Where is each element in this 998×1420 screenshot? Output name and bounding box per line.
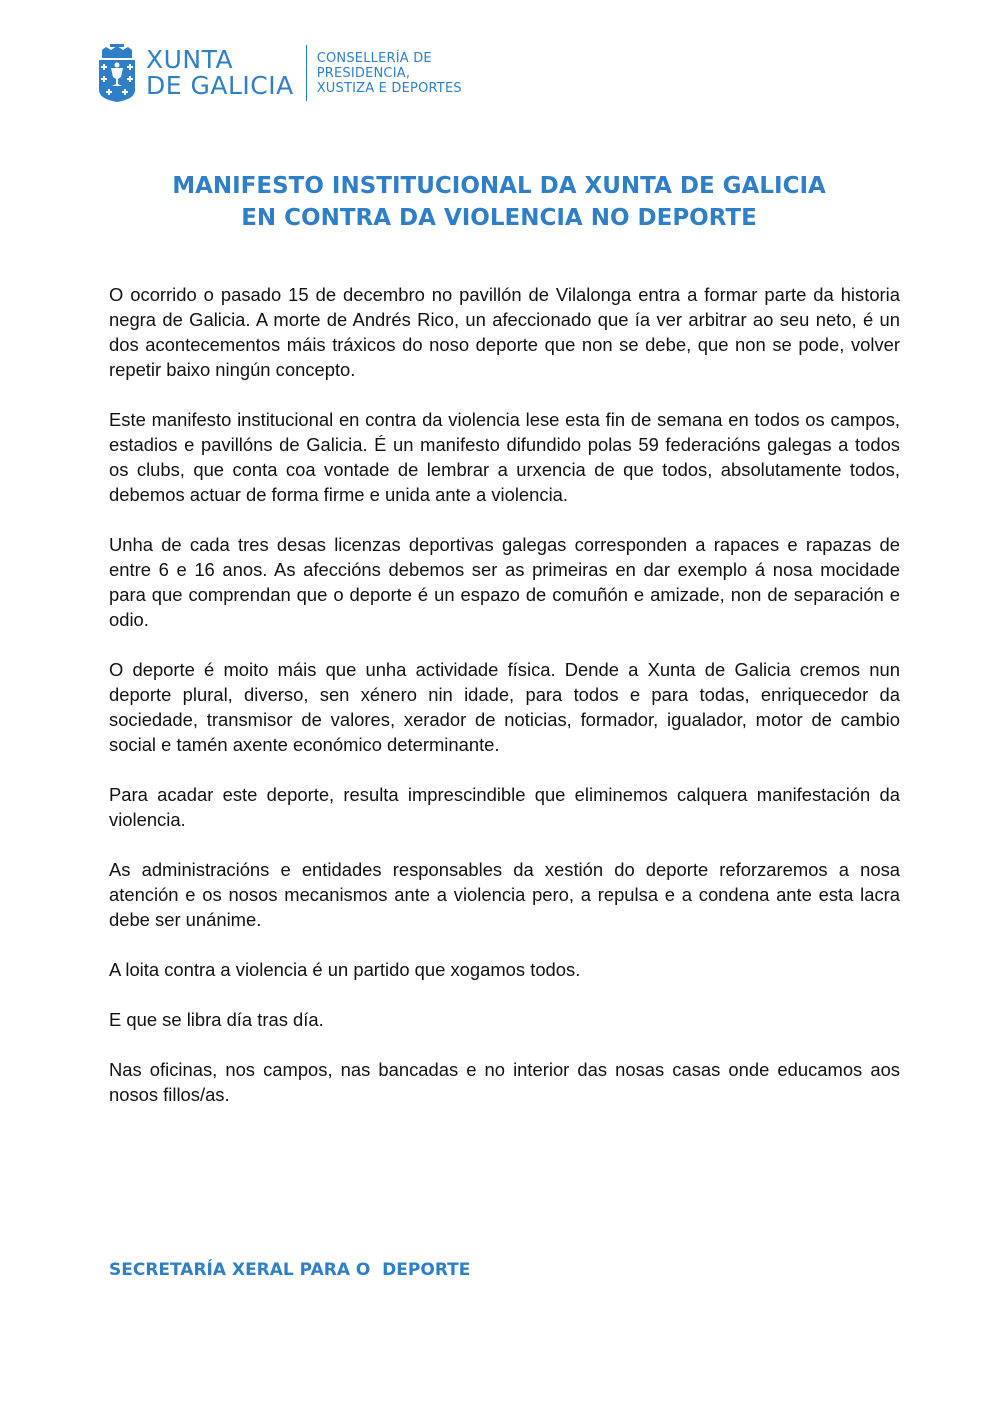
paragraph: As administracións e entidades responsables da xestión do deporte reforzaremos a nosa atención e os nosos mecanismos ante a violencia pero, a repulsa e a condena ante esta lacra debe ser unánime.: [109, 859, 900, 930]
letterhead: [98, 42, 462, 104]
brand-logotype: [146, 47, 294, 99]
dept-line-2: PRESIDENCIA,: [316, 65, 411, 81]
paragraph: Nas oficinas, nos campos, nas bancadas e no interior das nosas casas onde educamos aos nosos fillos/as.: [109, 1059, 900, 1105]
dept-line-3: XUSTIZA E DEPORTES: [316, 80, 462, 96]
paragraph: Este manifesto institucional en contra da violencia lese esta fin de semana en todos os campos, estadios e pavillóns de Galicia. É un manifesto difundido polas 59 federacións galegas a todos os clubs, que conta coa vontade de lembrar a urxencia de que todos, absolutamente todos, debemos actuar de forma firme e unida ante a violencia.: [109, 409, 900, 505]
signature: SECRETARÍA XERAL PARA O DEPORTE: [109, 1260, 471, 1280]
title-line-2: EN CONTRA DA VIOLENCIA NO DEPORTE: [241, 205, 757, 231]
paragraph: Para acadar este deporte, resulta imprescindible que eliminemos calquera manifestación da violencia.: [109, 784, 900, 830]
title-line-1: MANIFESTO INSTITUCIONAL DA XUNTA DE GALICIA: [172, 173, 826, 199]
document-body: [109, 282, 900, 1132]
brand-line-2: DE GALICIA: [146, 71, 294, 100]
paragraph: O deporte é moito máis que unha actividade física. Dende a Xunta de Galicia cremos nun deporte plural, diverso, sen xénero nin idade, para todos e para todas, enriquecedor da sociedade, transmisor de valores, xerador de noticias, formador, igualador, motor de cambio social e tamén axente económico determinante.: [109, 659, 900, 755]
paragraph: O ocorrido o pasado 15 de decembro no pavillón de Vilalonga entra a formar parte da historia negra de Galicia. A morte de Andrés Rico, un afeccionado que ía ver arbitrar ao seu neto, é un dos acontecementos máis tráxicos do noso deporte que non se debe, que non se pode, volver repetir baixo ningún concepto.: [109, 284, 900, 380]
paragraph: Unha de cada tres desas licenzas deportivas galegas corresponden a rapaces e rapazas de entre 6 e 16 anos. As afeccións debemos ser as primeiras en dar exemplo á nosa mocidade para que comprendan que o deporte é un espazo de comuñón e amizade, non de separación e odio.: [109, 534, 900, 630]
brand-line-1: XUNTA: [146, 45, 234, 74]
department-name: [317, 51, 462, 96]
paragraph: A loita contra a violencia é un partido que xogamos todos.: [109, 959, 581, 980]
header-divider: [306, 45, 307, 101]
document-title: [60, 170, 938, 234]
dept-line-1: CONSELLERÍA DE: [316, 50, 432, 66]
paragraph: E que se libra día tras día.: [109, 1009, 324, 1030]
galicia-coat-of-arms-icon: [98, 44, 136, 102]
